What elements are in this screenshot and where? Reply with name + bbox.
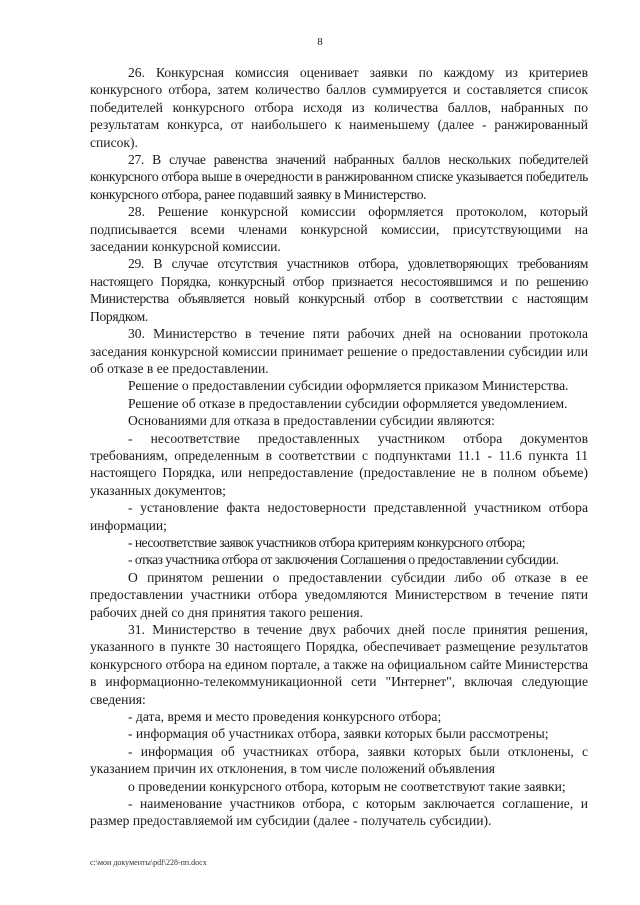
paragraph-refusal-notice: Решение об отказе в предоставлении субсидии оформляется уведомлением. (128, 395, 568, 411)
page-number: 8 (317, 36, 323, 48)
footer-file-path: c:\мои документы\pdf\228-пп.docx (90, 858, 207, 867)
paragraph-29: 29. В случае отсутствия участников отбора, удовлетворяющих требованиям настоящего Порядка, конкурсный отбор признается несостоявшимся и по решению Министерства объявляется новый конкурсный отбор в соответствии с настоящим Порядком. (90, 256, 588, 324)
paragraph-30: 30. Министерство в течение пяти рабочих дней на основании протокола заседания конкурсной комиссии принимает решение о предоставлении субсидии или об отказе в ее предоставлении. (90, 326, 588, 376)
list-item-date-place: - дата, время и место проведения конкурсного отбора; (128, 709, 442, 725)
list-item-reviewed-participants: - информация об участниках отбора, заявки которых были рассмотрены; (128, 726, 549, 742)
paragraph-refusal-grounds: Основаниями для отказа в предоставлении субсидии являются: (128, 413, 495, 429)
list-item-false-information: - установление факта недостоверности представленной участником отбора информации; (90, 500, 588, 533)
paragraph-decision-order: Решение о предоставлении субсидии оформляется приказом Министерства. (128, 378, 569, 394)
list-item-rejected-participants: - информация об участниках отбора, заявки которых были отклонены, с указанием причин их отклонения, в том числе положений объявления (90, 743, 588, 777)
list-item-agreement-refusal: - отказ участника отбора от заключения Соглашения о предоставлении субсидии. (128, 552, 559, 568)
paragraph-notification: О принятом решении о предоставлении субсидии либо об отказе в ее предоставлении участники отбора уведомляются Министерством в течение пяти рабочих дней со дня принятия такого решения. (90, 569, 588, 620)
paragraph-26: 26. Конкурсная комиссия оценивает заявки по каждому из критериев конкурсного отбора, затем количество баллов суммируется и составляется список победителей конкурсного отбора исходя из количества баллов, набранных по результатам конкурса, от наибольшего к наименьшему (далее - ранжированный список). (90, 65, 588, 150)
paragraph-28: 28. Решение конкурсной комиссии оформляется протоколом, который подписывается всеми членами конкурсной комиссии, присутствующими на заседании конкурсной комиссии. (90, 204, 588, 255)
list-item-rejected-continued: о проведении конкурсного отбора, которым не соответствуют такие заявки; (128, 778, 566, 794)
list-item-criteria-mismatch: - несоответствие заявок участников отбора критериям конкурсного отбора; (128, 534, 525, 550)
list-item-agreement-recipients: - наименование участников отбора, с которым заключается соглашение, и размер предоставляемой им субсидии (далее - получатель субсидии). (90, 796, 588, 829)
document-body (90, 64, 588, 830)
paragraph-31: 31. Министерство в течение двух рабочих дней после принятия решения, указанного в пункте 30 настоящего Порядка, обеспечивает размещение результатов конкурсного отбора на едином портале, а также на официальном сайте Министерства в информационно-телекоммуникационной сети "Интернет", включая следующие сведения: (90, 622, 588, 707)
paragraph-27: 27. В случае равенства значений набранных баллов нескольких победителей конкурсного отбора выше в очередности в ранжированном списке указывается победитель конкурсного отбора, ранее подавший заявку в Министерство. (90, 152, 588, 202)
list-item-documents-mismatch: - несоответствие предоставленных участником отбора документов требованиям, определенным в соответствии с подпунктами 11.1 - 11.6 пункта 11 настоящего Порядка, или непредоставление (предоставление не в полном объеме) указанных документов; (90, 430, 588, 498)
